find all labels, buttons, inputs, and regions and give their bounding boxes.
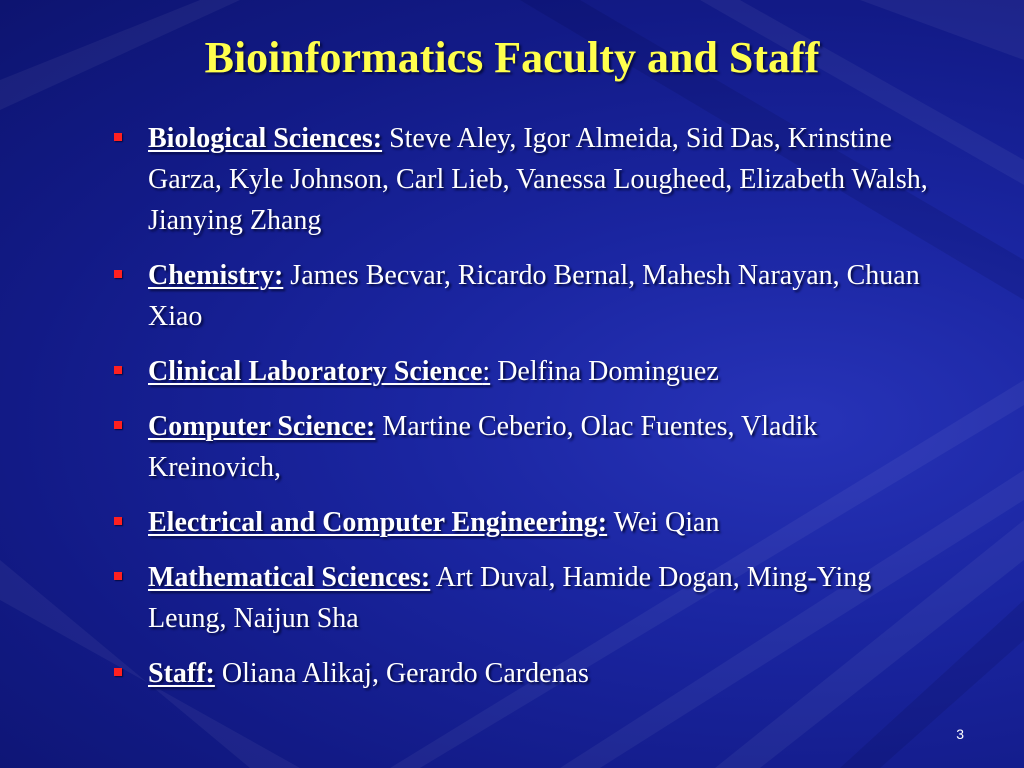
- square-bullet-icon: [114, 270, 122, 278]
- list-item-chemistry: [108, 255, 928, 337]
- department-label: Staff:: [148, 658, 215, 689]
- list-item-mathematical-sciences: [108, 557, 928, 639]
- department-list: [108, 118, 928, 708]
- slide-title: Bioinformatics Faculty and Staff: [204, 33, 820, 82]
- department-label: Electrical and Computer Engineering:: [148, 507, 608, 538]
- square-bullet-icon: [114, 366, 122, 374]
- square-bullet-icon: [114, 572, 122, 580]
- square-bullet-icon: [114, 517, 122, 525]
- member-names: Wei Qian: [607, 507, 720, 538]
- member-names: Oliana Alikaj, Gerardo Cardenas: [214, 658, 589, 689]
- member-names: Martine Ceberio, Olac Fuentes, Vladik Kreinovich,: [148, 411, 818, 483]
- list-item-clinical-laboratory-science: [108, 351, 928, 392]
- department-separator: :: [482, 356, 491, 387]
- square-bullet-icon: [114, 668, 122, 676]
- square-bullet-icon: [114, 133, 122, 141]
- department-label: Mathematical Sciences:: [148, 562, 431, 593]
- list-item-staff: [108, 653, 928, 694]
- list-item-computer-science: [108, 406, 928, 488]
- department-label: Clinical Laboratory Science: [148, 356, 483, 387]
- square-bullet-icon: [114, 421, 122, 429]
- department-label: Chemistry:: [148, 260, 284, 291]
- member-names: Steve Aley, Igor Almeida, Sid Das, Krinstine Garza, Kyle Johnson, Carl Lieb, Vanessa Lougheed, Elizabeth Walsh, Jianying Zhang: [148, 123, 928, 236]
- department-label: Biological Sciences:: [148, 123, 383, 154]
- department-label: Computer Science:: [148, 411, 376, 442]
- member-names: Art Duval, Hamide Dogan, Ming-Ying Leung, Naijun Sha: [148, 562, 872, 634]
- list-item-biological-sciences: [108, 118, 928, 241]
- member-names: James Becvar, Ricardo Bernal, Mahesh Narayan, Chuan Xiao: [148, 260, 920, 332]
- member-names: Delfina Dominguez: [490, 356, 719, 387]
- page-number: 3: [956, 726, 964, 742]
- list-item-electrical-computer-engineering: [108, 502, 928, 543]
